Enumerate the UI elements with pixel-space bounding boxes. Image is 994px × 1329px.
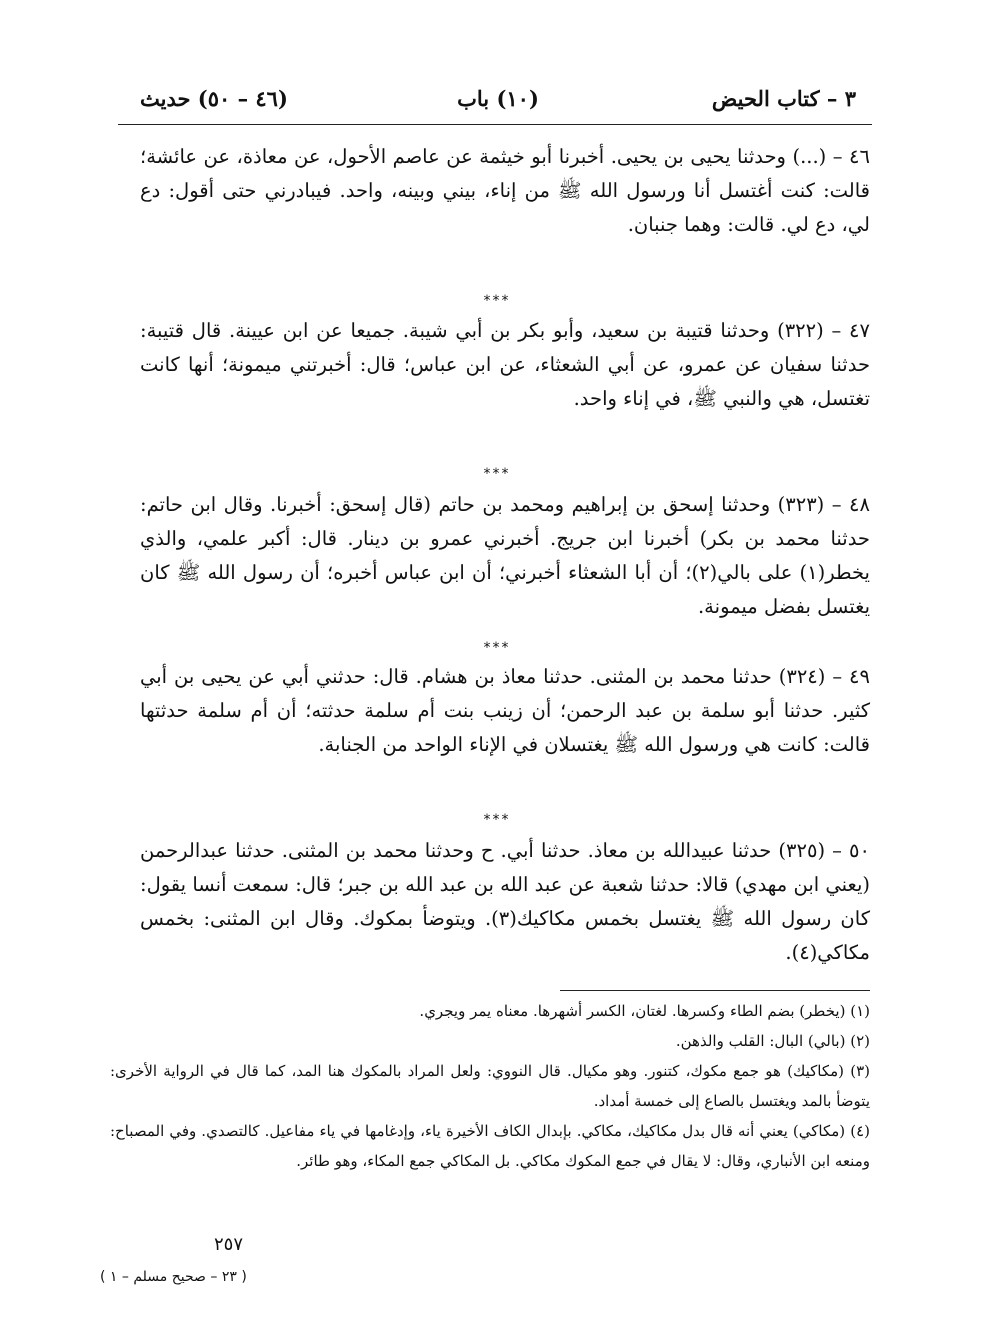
hadith-block bbox=[140, 834, 870, 970]
hadith-block bbox=[140, 140, 870, 242]
footnote-divider bbox=[560, 990, 870, 991]
footnote: (١) (يخطر) بضم الطاء وكسرها. لغتان، الكسر أشهرها. معناه يمر ويجري. bbox=[419, 1002, 870, 1020]
page-number: ٢٥٧ bbox=[214, 1234, 244, 1255]
running-header bbox=[140, 86, 856, 120]
header-divider bbox=[118, 124, 872, 125]
section-separator: *** bbox=[483, 466, 511, 482]
hadith-block bbox=[140, 314, 870, 416]
hadith-text: ٤٧ – (٣٢٢) وحدثنا قتيبة بن سعيد، وأبو بكر بن أبي شيبة. جميعا عن ابن عيينة. قال قتيبة: حدثنا سفيان عن عمرو، عن أبي الشعثاء، عن ابن عباس؛ قال: أخبرتني ميمونة؛ أنها كانت تغتسل، هي والنبي ﷺ، في إناء واحد. bbox=[140, 319, 870, 410]
hadith-block bbox=[140, 488, 870, 624]
book-title: ٣ – كتاب الحيض bbox=[711, 86, 856, 111]
footnote: (٢) (بالي) البال: القلب والذهن. bbox=[675, 1032, 870, 1050]
section-separator: *** bbox=[483, 812, 511, 828]
hadith-text: ٤٩ – (٣٢٤) حدثنا محمد بن المثنى. حدثنا معاذ بن هشام. قال: حدثني أبي عن يحيى بن أبي كثير. حدثنا أبو سلمة بن عبد الرحمن؛ أن زينب بنت أم سلمة حدثته؛ أن أم سلمة حدثتها قالت: كانت هي ورسول الله ﷺ يغتسلان في الإناء الواحد من الجنابة. bbox=[140, 665, 870, 756]
hadith-block bbox=[140, 660, 870, 762]
hadith-text: ٤٦ – (...) وحدثنا يحيى بن يحيى. أخبرنا أبو خيثمة عن عاصم الأحول، عن معاذة، عن عائشة؛ قالت: كنت أغتسل أنا ورسول الله ﷺ من إناء، بيني وبينه، واحد. فيبادرني حتى أقول: دع لي، دع لي. قالت: وهما جنبان. bbox=[140, 145, 870, 236]
section-separator: *** bbox=[483, 640, 511, 656]
chapter-title: (١٠) باب bbox=[457, 86, 539, 111]
printer-signature: ( ٢٣ – صحيح مسلم – ١ ) bbox=[100, 1269, 247, 1285]
footnotes bbox=[110, 996, 870, 1176]
hadith-range: (٤٦ – ٥٠) حديث bbox=[140, 86, 288, 111]
footnote: (٣) (مكاكيك) هو جمع مكوك، كتنور. وهو مكيال. قال النووي: ولعل المراد بالمكوك هنا المد، كما قال في الرواية الأخرى: يتوضأ بالمد ويغتسل بالصاع إلى خمسة أمداد. bbox=[110, 1062, 870, 1110]
footnote: (٤) (مكاكي) يعني أنه قال بدل مكاكيك، مكاكي. بإبدال الكاف الأخيرة ياء، وإدغامها في ياء مفاعيل. كالتصدي. وفي المصباح: ومنعه ابن الأنباري، وقال: لا يقال في جمع المكوك مكاكي. بل المكاكي جمع المكاء، وهو طائر. bbox=[110, 1122, 870, 1170]
hadith-text: ٤٨ – (٣٢٣) وحدثنا إسحق بن إبراهيم ومحمد بن حاتم (قال إسحق: أخبرنا. وقال ابن حاتم: حدثنا محمد بن بكر) أخبرنا ابن جريج. أخبرني عمرو بن دينار. قال: أكبر علمي، والذي يخطر(١) على بالي(٢)؛ أن أبا الشعثاء أخبرني؛ أن ابن عباس أخبره؛ أن رسول الله ﷺ كان يغتسل بفضل ميمونة. bbox=[140, 493, 870, 618]
hadith-text: ٥٠ – (٣٢٥) حدثنا عبيدالله بن معاذ. حدثنا أبي. ح وحدثنا محمد بن المثنى. حدثنا عبدالرحمن (يعني ابن مهدي) قالا: حدثنا شعبة عن عبد الله بن عبد الله بن جبر؛ قال: سمعت أنسا يقول: كان رسول الله ﷺ يغتسل بخمس مكاكيك(٣). ويتوضأ بمكوك. وقال ابن المثنى: بخمس مكاكي(٤). bbox=[140, 839, 870, 964]
section-separator: *** bbox=[483, 293, 511, 309]
